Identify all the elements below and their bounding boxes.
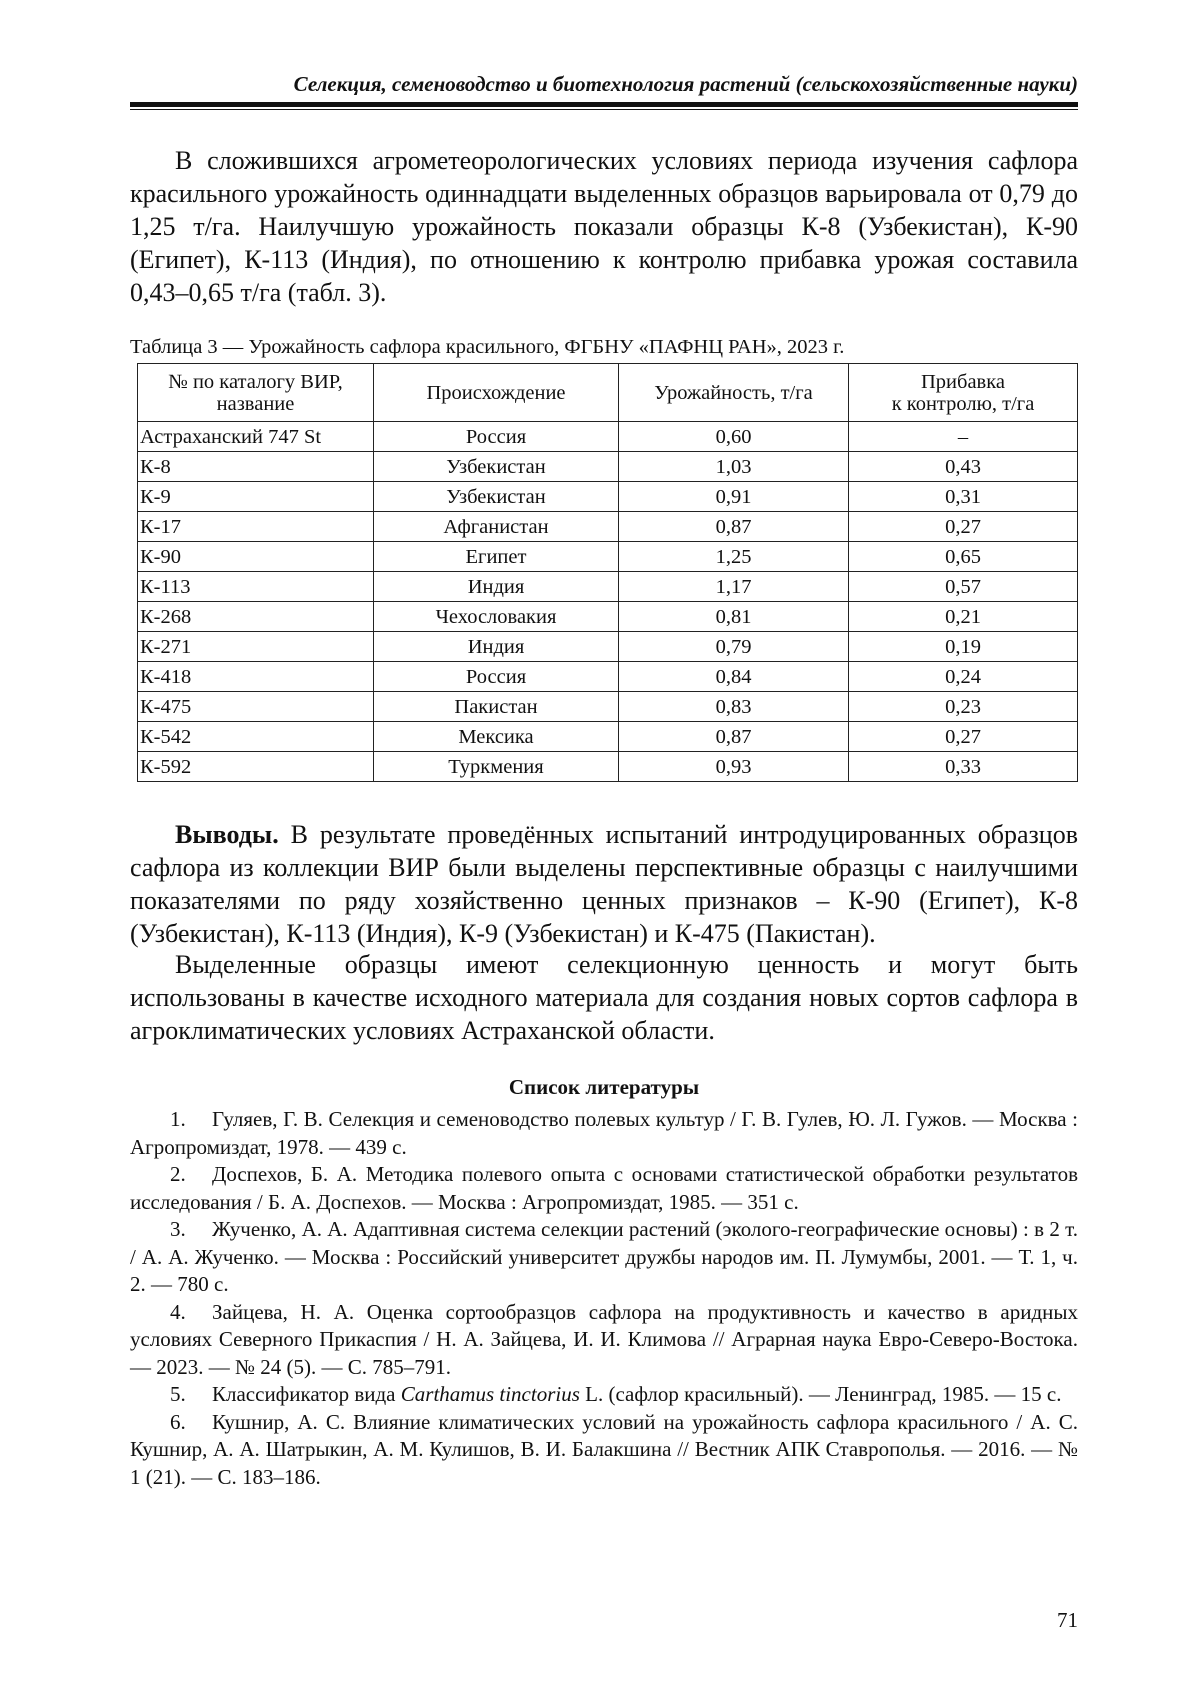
cell-origin: Египет: [374, 542, 619, 572]
header-gain-line1: Прибавка: [921, 370, 1005, 393]
header-gain-line2: к контролю, т/га: [891, 392, 1035, 415]
cell-origin: Афганистан: [374, 512, 619, 542]
reference-number: 1.: [170, 1107, 186, 1131]
yield-table: [137, 363, 1078, 782]
reference-number: 2.: [170, 1162, 186, 1186]
header-name-line1: № по каталогу ВИР,: [168, 370, 343, 393]
cell-origin: Узбекистан: [374, 482, 619, 512]
reference-item: [130, 1409, 1078, 1492]
cell-origin: Туркмения: [374, 752, 619, 782]
cell-origin: Индия: [374, 572, 619, 602]
reference-text: Зайцева, Н. А. Оценка сортообразцов сафлора на продуктивность и качество в аридных условиях Северного Прикаспия / Н. А. Зайцева, И. И. Климова // Аграрная наука Евро-Северо-Востока. — 2023. — № 24 (5). — С. 785–791.: [130, 1299, 1078, 1379]
header-rule-thick: [130, 102, 1078, 107]
cell-origin: Россия: [374, 422, 619, 452]
references-list: [130, 1106, 1078, 1491]
reference-item: [130, 1161, 1078, 1216]
cell-name: Астраханский 747 St: [138, 422, 374, 452]
conclusions-lead: Выводы.: [175, 820, 279, 849]
header-origin: Происхождение: [374, 364, 619, 422]
cell-origin: Индия: [374, 632, 619, 662]
cell-origin: Узбекистан: [374, 452, 619, 482]
reference-number: 6.: [170, 1409, 186, 1434]
table-row: [138, 452, 1078, 482]
cell-yield: 0,87: [619, 722, 849, 752]
cell-name: К-542: [138, 722, 374, 752]
table-row: [138, 752, 1078, 782]
cell-gain: 0,24: [849, 662, 1078, 692]
reference-text: Доспехов, Б. А. Методика полевого опыта с основами статистической обработки результатов исследования / Б. А. Доспехов. — Москва : Агропромиздат, 1985. — 351 с.: [130, 1162, 1078, 1214]
cell-origin: Россия: [374, 662, 619, 692]
table-row: [138, 482, 1078, 512]
cell-name: К-418: [138, 662, 374, 692]
table-row: [138, 692, 1078, 722]
table-row: [138, 632, 1078, 662]
header-rule-thin: [130, 109, 1078, 110]
table-row: [138, 662, 1078, 692]
header-gain: [849, 364, 1078, 422]
reference-text-before: Классификатор вида: [212, 1382, 401, 1406]
table-row: [138, 572, 1078, 602]
reference-number: 5.: [170, 1382, 186, 1406]
cell-yield: 0,60: [619, 422, 849, 452]
cell-gain: 0,33: [849, 752, 1078, 782]
cell-name: К-268: [138, 602, 374, 632]
cell-name: К-113: [138, 572, 374, 602]
table-row: [138, 602, 1078, 632]
reference-item: [130, 1106, 1078, 1161]
cell-yield: 0,79: [619, 632, 849, 662]
reference-text: Жученко, А. А. Адаптивная система селекции растений (эколого-географические основы) : в 2 т. / А. А. Жученко. — Москва : Российский университет дружбы народов им. П. Лумумбы, 2001. — Т. 1, ч. 2. — 780 с.: [130, 1217, 1078, 1296]
cell-name: К-90: [138, 542, 374, 572]
conclusions-paragraph: [130, 818, 1078, 950]
reference-number: 4.: [170, 1299, 186, 1324]
cell-origin: Пакистан: [374, 692, 619, 722]
cell-name: К-271: [138, 632, 374, 662]
cell-name: К-8: [138, 452, 374, 482]
cell-gain: 0,19: [849, 632, 1078, 662]
cell-origin: Чехословакия: [374, 602, 619, 632]
conclusions-text: В результате проведённых испытаний интродуцированных образцов сафлора из коллекции ВИР были выделены перспективные образцы с наилучшими показателями по ряду хозяйственно ценных признаков – К-90 (Египет), К-8 (Узбекистан), К-113 (Индия), К-9 (Узбекистан) и К-475 (Пакистан).: [130, 820, 1078, 948]
cell-gain: 0,23: [849, 692, 1078, 722]
cell-yield: 0,87: [619, 512, 849, 542]
cell-gain: 0,27: [849, 722, 1078, 752]
cell-name: К-592: [138, 752, 374, 782]
reference-item: [130, 1381, 1078, 1409]
cell-gain: 0,31: [849, 482, 1078, 512]
cell-yield: 0,81: [619, 602, 849, 632]
table-row: [138, 422, 1078, 452]
reference-item: [130, 1299, 1078, 1382]
header-name-line2: название: [216, 392, 295, 415]
header-name: [138, 364, 374, 422]
reference-number: 3.: [170, 1217, 186, 1241]
cell-name: К-17: [138, 512, 374, 542]
cell-yield: 0,93: [619, 752, 849, 782]
conclusions-paragraph-2: Выделенные образцы имеют селекционную ценность и могут быть использованы в качестве исходного материала для создания новых сортов сафлора в агроклиматических условиях Астраханской области.: [130, 950, 1078, 1045]
cell-gain: 0,57: [849, 572, 1078, 602]
cell-gain: 0,21: [849, 602, 1078, 632]
reference-text: Кушнир, А. С. Влияние климатических условий на урожайность сафлора красильного / А. С. Кушнир, А. А. Шатрыкин, А. М. Кулишов, В. И. Балакшина // Вестник АПК Ставрополья. — 2016. — № 1 (21). — С. 183–186.: [130, 1409, 1078, 1489]
cell-yield: 1,25: [619, 542, 849, 572]
table-row: [138, 722, 1078, 752]
cell-yield: 1,03: [619, 452, 849, 482]
running-head: Селекция, семеноводство и биотехнология растений (сельскохозяйственные науки): [293, 72, 1078, 96]
cell-name: К-9: [138, 482, 374, 512]
cell-yield: 0,91: [619, 482, 849, 512]
cell-gain: 0,65: [849, 542, 1078, 572]
journal-page: [130, 0, 1078, 1698]
cell-yield: 1,17: [619, 572, 849, 602]
reference-species-name: Carthamus tinctorius: [400, 1382, 580, 1406]
table-row: [138, 512, 1078, 542]
table-row: [138, 542, 1078, 572]
cell-gain: 0,27: [849, 512, 1078, 542]
reference-text-after: L. (сафлор красильный). — Ленинград, 1985. — 15 с.: [579, 1382, 1062, 1406]
cell-origin: Мексика: [374, 722, 619, 752]
cell-yield: 0,83: [619, 692, 849, 722]
cell-gain: –: [849, 422, 1078, 452]
table-caption: Таблица 3 — Урожайность сафлора красильного, ФГБНУ «ПАФНЦ РАН», 2023 г.: [130, 336, 845, 358]
references-title: Список литературы: [508, 1075, 700, 1099]
header-yield: Урожайность, т/га: [619, 364, 849, 422]
reference-item: [130, 1216, 1078, 1299]
table-header-row: [138, 364, 1078, 422]
cell-yield: 0,84: [619, 662, 849, 692]
cell-gain: 0,43: [849, 452, 1078, 482]
cell-name: К-475: [138, 692, 374, 722]
reference-text: Гуляев, Г. В. Селекция и семеноводство полевых культур / Г. В. Гулев, Ю. Л. Гужов. — Москва : Агропромиздат, 1978. — 439 с.: [130, 1107, 1078, 1159]
page-number: 71: [1057, 1608, 1078, 1632]
intro-paragraph: В сложившихся агрометеорологических условиях периода изучения сафлора красильного урожайность одиннадцати выделенных образцов варьировала от 0,79 до 1,25 т/га. Наилучшую урожайность показали образцы К-8 (Узбекистан), К-90 (Египет), К-113 (Индия), по отношению к контролю прибавка урожая составила 0,43–0,65 т/га (табл. 3).: [130, 146, 1078, 307]
